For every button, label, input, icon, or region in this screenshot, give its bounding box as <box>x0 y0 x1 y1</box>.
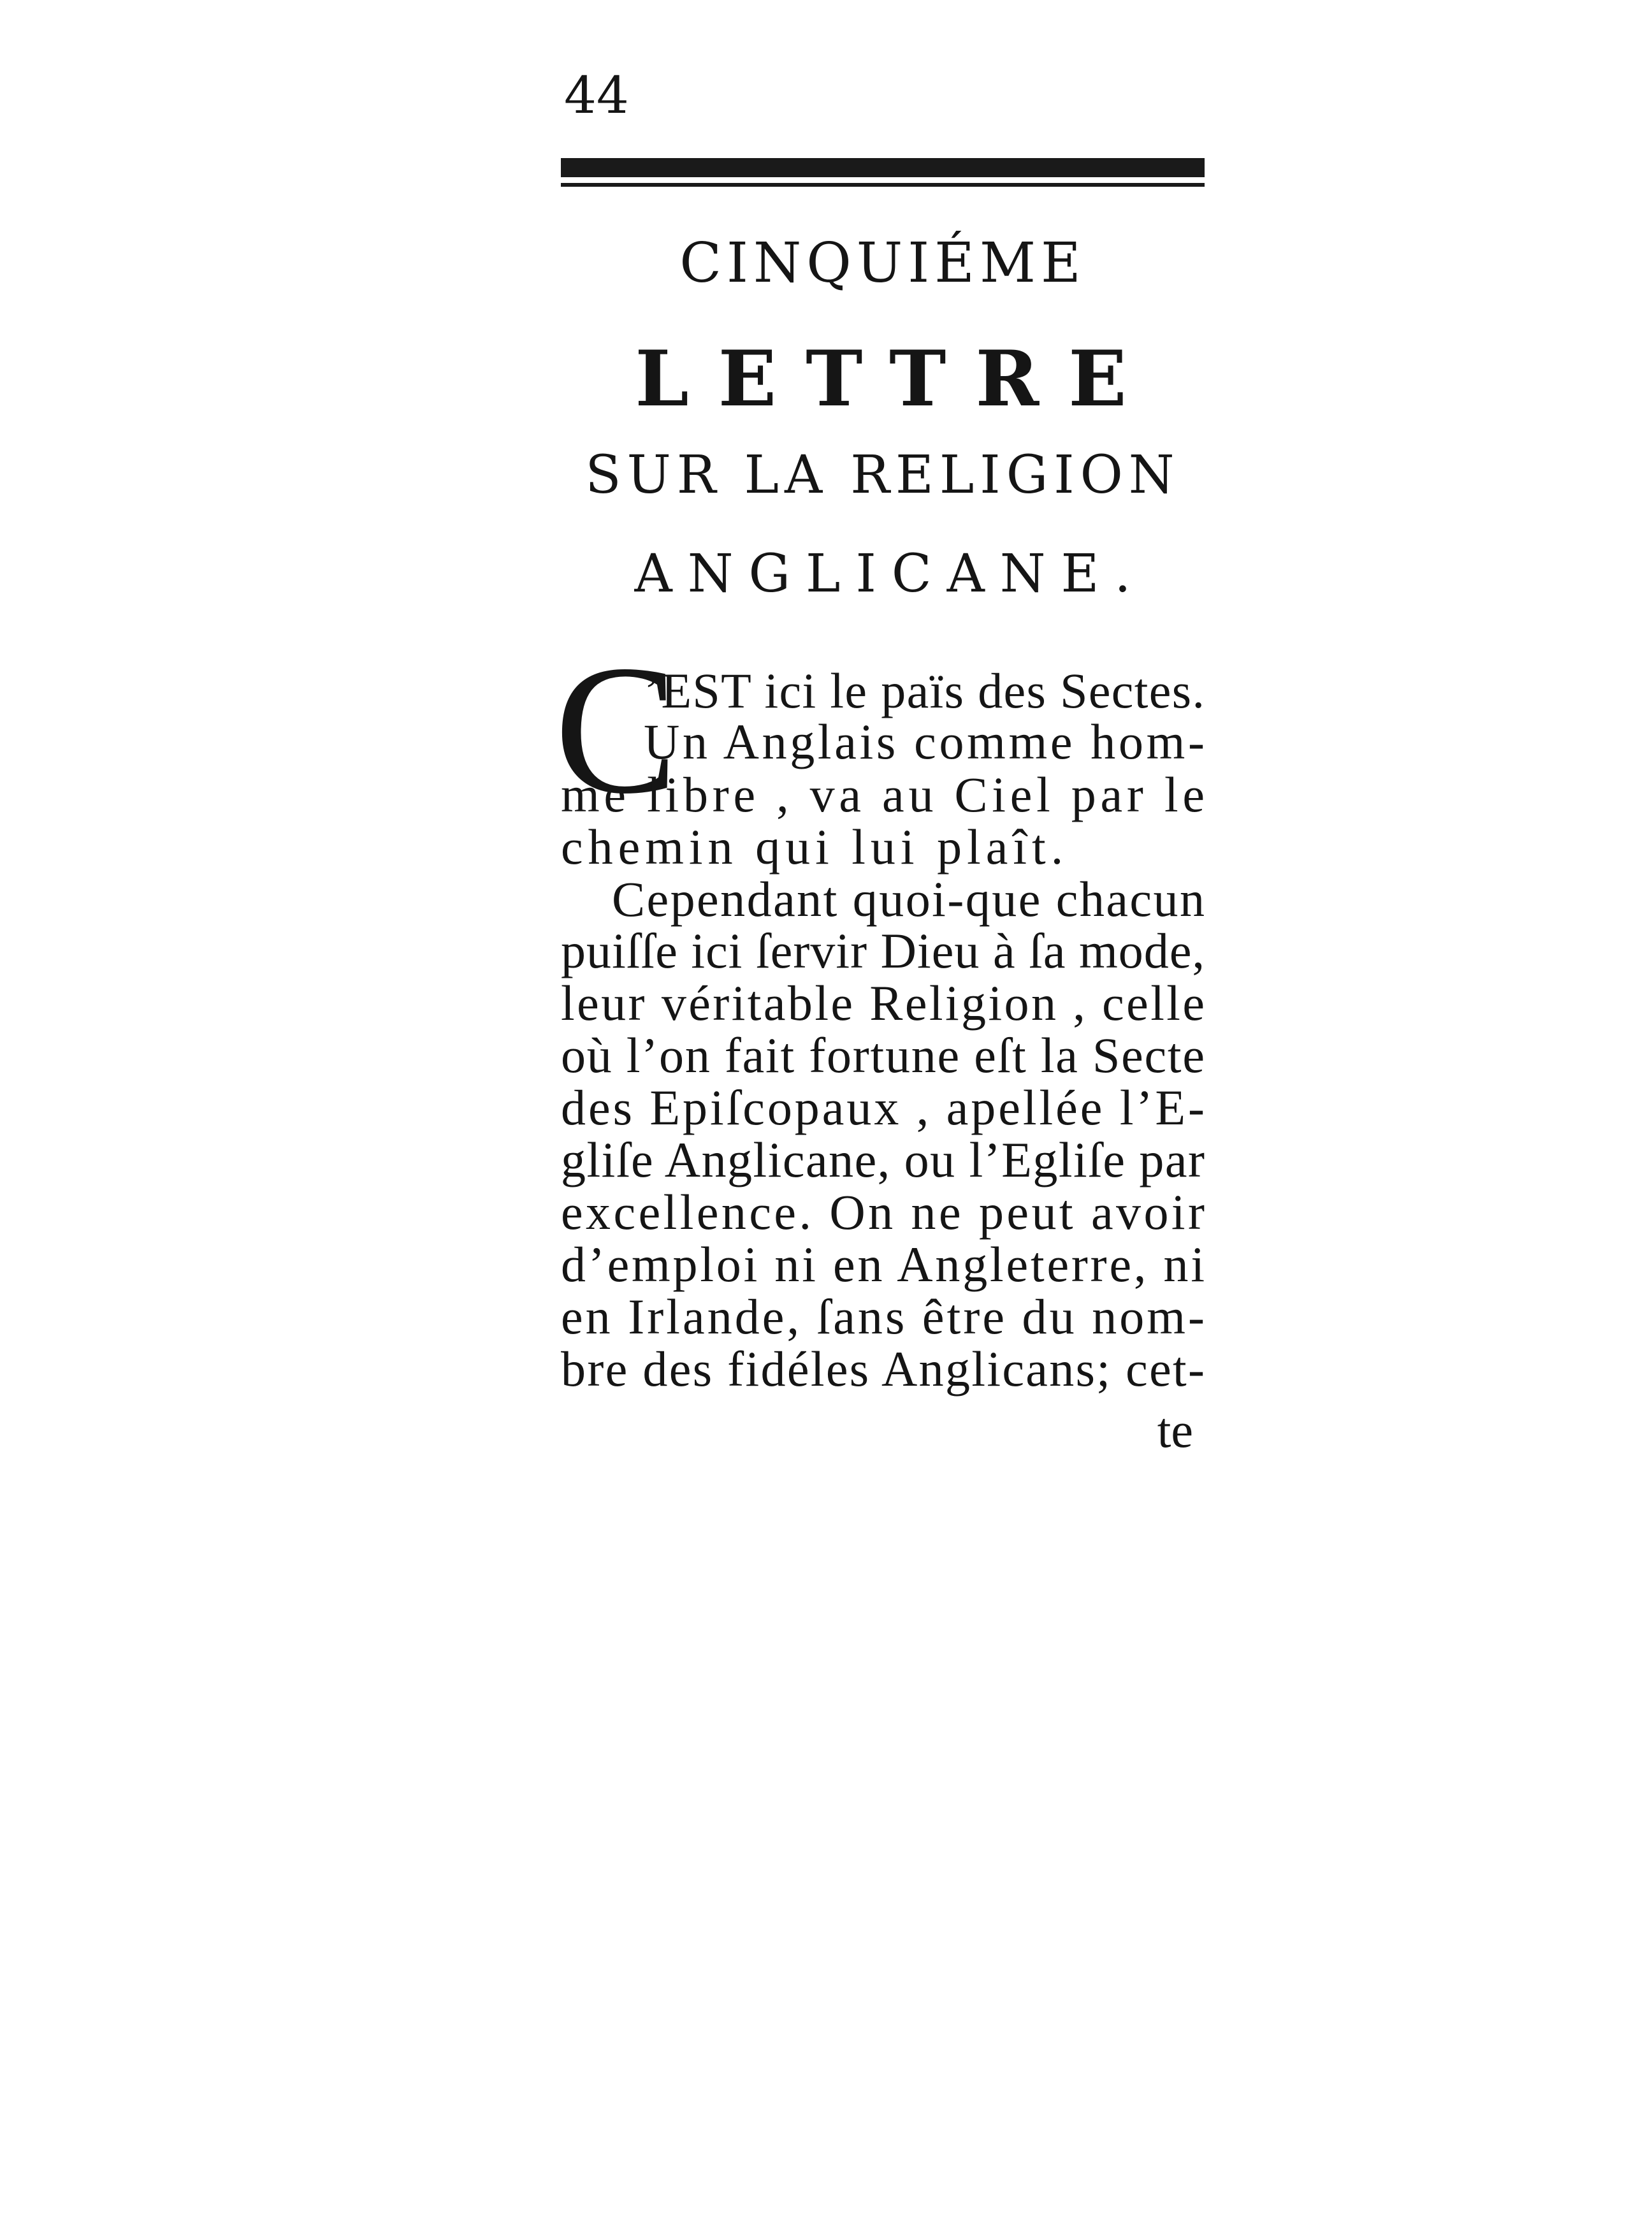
body-line: où l’on fait fortune eſt la Secte <box>561 1027 1206 1083</box>
body-line: bre des fidéles Anglicans; cet- <box>561 1341 1206 1397</box>
body-line: leur véritable Religion , celle <box>561 975 1207 1031</box>
heading-title: LETTRE <box>635 334 1156 424</box>
ornamental-rule <box>561 158 1205 177</box>
body-line: ’EST ici le païs des Sectes. <box>644 663 1206 718</box>
body-line: Un Anglais comme hom- <box>644 714 1208 769</box>
heading-subject: SUR LA RELIGION <box>585 445 1180 505</box>
heading-ordinal: CINQUIÉME <box>679 231 1086 295</box>
body-line: Cependant quoi-que chacun <box>612 871 1206 927</box>
heading-subject-cont: ANGLICANE. <box>634 544 1147 604</box>
body-line: gliſe Anglicane, ou l’Egliſe par <box>561 1132 1206 1187</box>
page-number: 44 <box>564 66 629 125</box>
body-line: me libre , va au Ciel par le <box>561 767 1209 822</box>
body-line: d’emploi ni en Angleterre, ni <box>561 1237 1207 1292</box>
drop-cap: C <box>554 627 678 832</box>
body-line: des Epiſcopaux , apellée l’E- <box>561 1080 1207 1135</box>
catchword: te <box>1157 1402 1193 1458</box>
body-line: puiſſe ici ſervir Dieu à ſa mode, <box>561 923 1206 978</box>
body-line: chemin qui lui plaît. <box>561 819 1069 875</box>
body-line: excellence. On ne peut avoir <box>561 1184 1208 1240</box>
body-line: en Irlande, ſans être du nom- <box>561 1289 1208 1344</box>
thin-rule <box>561 183 1205 187</box>
